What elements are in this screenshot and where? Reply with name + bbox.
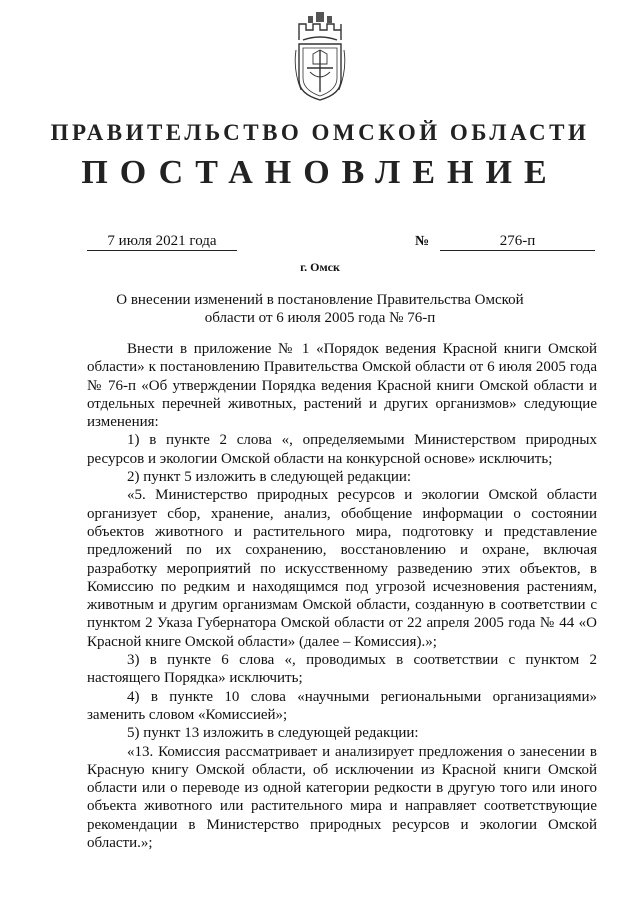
paragraph-item-4: 4) в пункте 10 слова «научными региональными организациями» заменить словом «Комиссией»; — [87, 688, 597, 723]
coat-of-arms-emblem — [293, 10, 347, 102]
paragraph-intro: Внести в приложение № 1 «Порядок ведения Красной книги Омской области» к постановлению Правительства Омской области от 6 июля 2005 года № 76-п «Об утверждении Порядка ведения Красной книги Омской области и отдельных перечней животных, растений и других организмов» следующие изменения: — [87, 341, 597, 431]
document-date: 7 июля 2021 года — [87, 232, 237, 251]
city-label: г. Омск — [300, 260, 340, 274]
paragraph-item-3: 3) в пункте 6 слова «, проводимых в соответствии с пунктом 2 настоящего Порядка» исключить; — [87, 652, 597, 687]
paragraph-clause-5: «5. Министерство природных ресурсов и экологии Омской области организует сбор, хранение, анализ, обобщение информации о состоянии объектов животного и растительного мира, подготовку и представление предложений по их сохранению, восстановлению и охране, включая разработку мероприятий по искусственному разведению этих объектов, в Комиссию по редким и находящимся под угрозой исчезновения растениям, животным и другим организмам Омской области, созданную в соответствии с пунктом 2 Указа Губернатора Омской области от 22 апреля 2005 года № 44 «О Красной книге Омской области» (далее – Комиссия).»; — [87, 487, 597, 650]
document-title: О внесении изменений в постановление Правительства Омской области от 6 июля 2005 года № 76-п — [116, 292, 524, 326]
paragraph-clause-13: «13. Комиссия рассматривает и анализирует предложения о занесении в Красную книгу Омской области, об исключении из Красной книги Омской области или о переводе из одной категории редкости в другую того или иного объекта животного или растительного мира и направляет соответствующие рекомендации в Министерство природных ресурсов и экологии Омской области.»; — [87, 743, 597, 852]
paragraph-item-2: 2) пункт 5 изложить в следующей редакции: — [127, 469, 412, 486]
paragraph-item-5: 5) пункт 13 изложить в следующей редакции: — [127, 725, 419, 742]
document-body — [87, 340, 597, 852]
government-name: ПРАВИТЕЛЬСТВО ОМСКОЙ ОБЛАСТИ — [50, 120, 590, 145]
document-number: 276-п — [440, 232, 595, 251]
paragraph-item-1: 1) в пункте 2 слова «, определяемыми Министерством природных ресурсов и экологии Омской области на конкурсной основе» исключить; — [87, 432, 597, 467]
number-sign: № — [415, 234, 430, 249]
document-type-heading: ПОСТАНОВЛЕНИЕ — [81, 154, 559, 191]
